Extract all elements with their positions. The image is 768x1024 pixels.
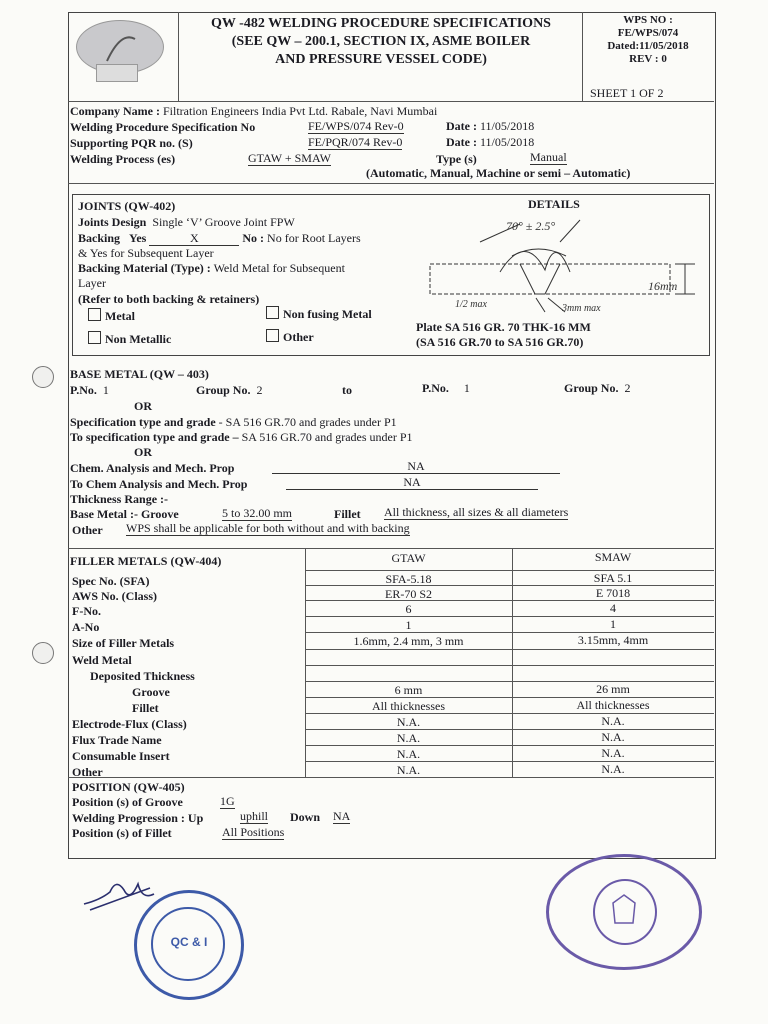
root-face: 1/2 max: [455, 299, 487, 310]
filler-row-label: Consumable Insert: [72, 749, 170, 763]
gtaw-cell: 1.6mm, 2.4 mm, 3 mm: [353, 634, 464, 648]
tospec-row: To specification type and grade – SA 516 GR.70 and grades under P1: [70, 430, 413, 444]
sheet-number: SHEET 1 OF 2: [590, 86, 664, 100]
gtaw-cell: N.A.: [396, 747, 421, 761]
progression-label: Welding Progression : Up: [72, 811, 204, 825]
wps-number-block: WPS NO : FE/WPS/074 Dated:11/05/2018 REV : 0: [607, 14, 689, 65]
smaw-cell: N.A.: [601, 762, 625, 776]
smaw-cell: E 7018: [595, 586, 631, 600]
backing-material-line2: Layer: [78, 276, 106, 290]
type-note: (Automatic, Manual, Machine or semi – Automatic): [366, 166, 631, 180]
smaw-cell: N.A.: [601, 730, 625, 744]
gtaw-cell: SFA-5.18: [385, 572, 432, 586]
header-bottom-rule: [68, 101, 714, 102]
filler-row-rule: [305, 570, 714, 571]
gtaw-cell: 6: [405, 602, 412, 616]
filler-row-label: Other: [72, 765, 103, 779]
to-label: to: [342, 383, 352, 397]
joints-heading: JOINTS (QW-402): [78, 199, 176, 213]
backing-material: Backing Material (Type) : Weld Metal for Subsequent: [78, 261, 345, 275]
official-stamp: [546, 854, 702, 970]
filler-row-rule: [305, 697, 714, 698]
process-value: GTAW + SMAW: [248, 151, 331, 165]
groove-angle: 70° ± 2.5°: [506, 219, 556, 233]
gtaw-header: GTAW: [391, 551, 426, 565]
details-label: DETAILS: [528, 197, 580, 211]
type-value: Manual: [530, 150, 567, 164]
pqr-label: Supporting PQR no. (S): [70, 136, 193, 150]
smaw-cell: 3.15mm, 4mm: [577, 633, 649, 647]
tochem-value: NA: [286, 475, 538, 490]
filler-row-rule: [305, 585, 714, 586]
option-non-metallic: Non Metallic: [88, 331, 171, 346]
qc-stamp: [134, 890, 244, 1000]
filler-row-label: Flux Trade Name: [72, 733, 162, 747]
wps-value: FE/WPS/074 Rev-0: [308, 119, 404, 133]
filler-row-rule: [305, 600, 714, 601]
filler-row-rule: [305, 761, 714, 762]
base-metal-heading: BASE METAL (QW – 403): [70, 367, 209, 381]
filler-row-label: Spec No. (SFA): [72, 574, 150, 588]
smaw-cell: N.A.: [601, 746, 625, 760]
backing-line2: & Yes for Subsequent Layer: [78, 246, 214, 260]
smaw-cell: 26 mm: [596, 682, 630, 696]
pqr-date: Date : 11/05/2018: [446, 135, 535, 149]
filler-row-rule: [305, 713, 714, 714]
wps-date: Date : 11/05/2018: [446, 119, 535, 133]
chem-value: NA: [272, 459, 560, 474]
filler-row-label: Weld Metal: [72, 653, 132, 667]
smaw-cell: 4: [610, 601, 616, 615]
non-fusing-checkbox[interactable]: [266, 306, 279, 319]
gtaw-cell: 1: [405, 618, 412, 632]
position-groove-value: 1G: [220, 794, 235, 808]
filler-row-rule: [305, 665, 714, 666]
gtaw-cell: All thicknesses: [372, 699, 445, 713]
progression-down-value: NA: [333, 809, 351, 823]
group2-row: Group No. 2: [564, 381, 631, 395]
filler-row-label: A-No: [72, 620, 100, 634]
fillet-value: All thickness, all sizes & all diameters: [384, 505, 569, 519]
gtaw-cell: 6 mm: [394, 683, 423, 697]
filler-row-label: F-No.: [72, 604, 101, 618]
chem-label: Chem. Analysis and Mech. Prop: [70, 461, 235, 475]
filler-row-label: Fillet: [132, 701, 159, 715]
other-value: WPS shall be applicable for both without and with backing: [126, 521, 410, 535]
group-row: Group No. 2: [196, 383, 263, 397]
option-metal: Metal: [88, 308, 135, 323]
type-label: Type (s): [436, 152, 477, 166]
gtaw-cell: N.A.: [396, 731, 421, 745]
qc-stamp-center: QC & I: [170, 935, 208, 949]
process-label: Welding Process (es): [70, 152, 176, 166]
tochem-label: To Chem Analysis and Mech. Prop: [70, 477, 248, 491]
backing-row: Backing Yes X No : No for Root Layers: [78, 231, 361, 245]
filler-row-label: Deposited Thickness: [90, 669, 195, 683]
groove-label: Base Metal :- Groove: [70, 507, 179, 521]
or-label: OR: [134, 399, 152, 413]
smaw-cell: 1: [610, 617, 616, 631]
filler-row-label: Size of Filler Metals: [72, 636, 175, 650]
joints-design: Joints Design Single ‘V’ Groove Joint FPW: [78, 215, 295, 229]
pqr-value: FE/PQR/074 Rev-0: [308, 135, 403, 149]
filler-heading: FILLER METALS (QW-404): [70, 554, 222, 568]
smaw-header: SMAW: [594, 550, 632, 564]
smaw-cell: N.A.: [601, 714, 625, 728]
punch-hole: [32, 366, 54, 388]
spec-row: Specification type and grade - SA 516 GR.70 and grades under P1: [70, 415, 397, 429]
position-groove-label: Position (s) of Groove: [72, 795, 183, 809]
or-label-2: OR: [134, 445, 152, 459]
root-gap: 3mm max: [562, 303, 601, 314]
option-non-fusing: Non fusing Metal: [266, 306, 372, 321]
punch-hole: [32, 642, 54, 664]
thickness-mark: 16mm: [648, 279, 678, 293]
header-divider: [582, 12, 583, 102]
filler-row-rule: [305, 681, 714, 682]
non-metallic-checkbox[interactable]: [88, 331, 101, 344]
progression-down-label: Down: [290, 810, 321, 824]
filler-row-label: Groove: [132, 685, 170, 699]
metal-checkbox[interactable]: [88, 308, 101, 321]
thickness-label: Thickness Range :-: [70, 492, 169, 506]
filler-row-label: Electrode-Flux (Class): [72, 717, 187, 731]
gtaw-cell: N.A.: [396, 715, 421, 729]
groove-value: 5 to 32.00 mm: [222, 506, 293, 520]
fillet-label: Fillet: [334, 507, 361, 521]
wps-label: Welding Procedure Specification No: [70, 120, 256, 134]
filler-row-label: AWS No. (Class): [72, 589, 158, 603]
filler-row-rule: [305, 649, 714, 650]
filler-row-rule: [305, 616, 714, 617]
filler-bottom-rule: [68, 777, 714, 778]
filler-row-rule: [305, 632, 714, 633]
filler-top-rule: [68, 548, 714, 549]
document-title: QW -482 WELDING PROCEDURE SPECIFICATIONS (SEE QW – 200.1, SECTION IX, ASME BOILER AND PRESSURE VESSEL CODE): [211, 16, 551, 67]
filler-row-rule: [305, 729, 714, 730]
smaw-cell: All thicknesses: [576, 698, 650, 712]
certification-logo: [96, 64, 138, 82]
option-other: Other: [266, 329, 314, 344]
other-checkbox[interactable]: [266, 329, 279, 342]
filler-row-rule: [305, 745, 714, 746]
gtaw-cell: ER-70 S2: [384, 587, 432, 601]
gtaw-cell: N.A.: [396, 763, 421, 777]
progression-up: uphill: [240, 809, 269, 823]
position-fillet-value: All Positions: [222, 825, 285, 839]
section-rule: [68, 183, 714, 184]
header-divider: [178, 12, 179, 102]
position-heading: POSITION (QW-405): [72, 780, 185, 794]
other-label: Other: [72, 523, 103, 537]
position-fillet-label: Position (s) of Fillet: [72, 826, 172, 840]
smaw-cell: SFA 5.1: [593, 571, 633, 585]
pno-row: P.No. 1: [70, 383, 109, 397]
pno2-row: P.No. 1: [422, 381, 470, 395]
plate-spec-2: (SA 516 GR.70 to SA 516 GR.70): [416, 335, 584, 349]
company-row: Company Name : Filtration Engineers India Pvt Ltd. Rabale, Navi Mumbai: [70, 104, 438, 118]
refer-note: (Refer to both backing & retainers): [78, 292, 260, 306]
plate-spec: Plate SA 516 GR. 70 THK-16 MM: [416, 320, 591, 334]
